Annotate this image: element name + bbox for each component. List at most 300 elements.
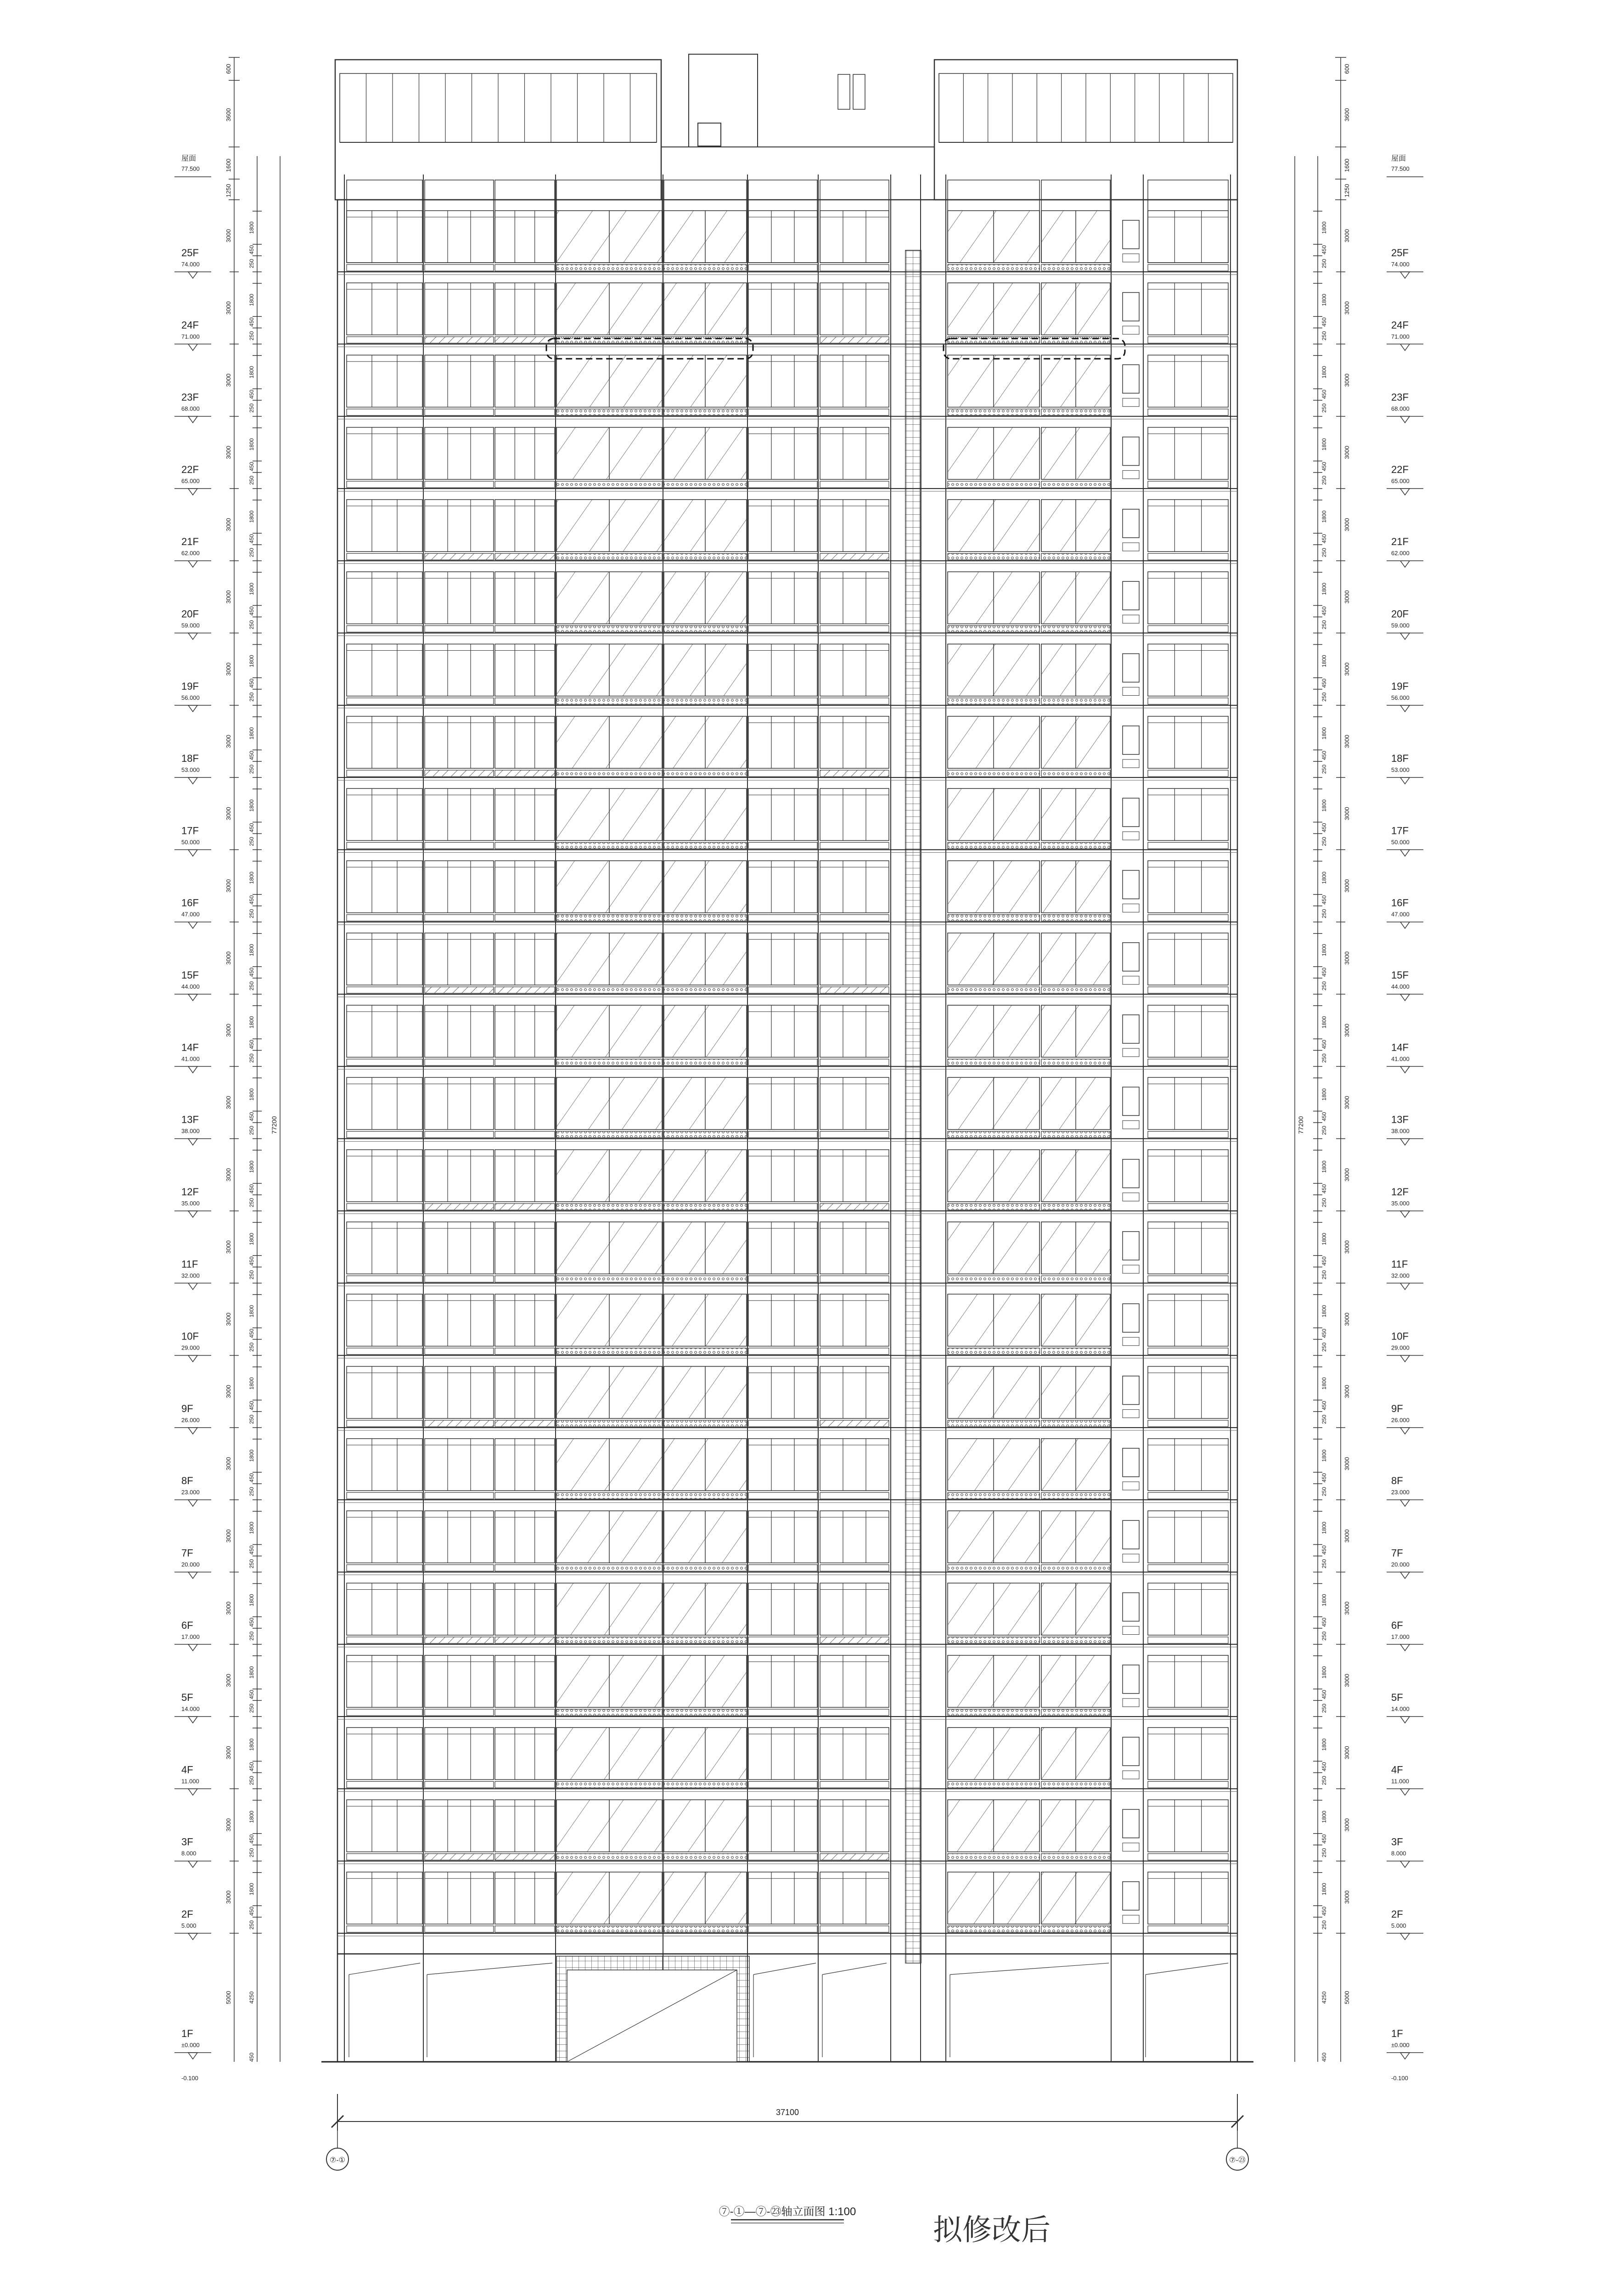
balcony-rail (664, 1781, 747, 1788)
elevation-label: 65.000 (181, 477, 200, 484)
dimension-label: 450 (1321, 678, 1327, 688)
window-bay (1148, 355, 1228, 407)
window-bay (347, 644, 422, 696)
dimension-label: 450 (248, 317, 255, 327)
dimension-label: 450 (1321, 1545, 1327, 1555)
dimension-label: 1800 (248, 1594, 255, 1606)
balcony-rail (1041, 1709, 1110, 1716)
balcony-rail (664, 1204, 747, 1210)
window-bay (1148, 1439, 1228, 1491)
window-bay (425, 1511, 494, 1563)
balcony-rail (1148, 1709, 1228, 1716)
window-bay (820, 1367, 889, 1418)
window-bay (347, 1367, 422, 1418)
balcony-rail (664, 1926, 747, 1932)
window-bay (820, 283, 889, 335)
elevation-label: ±0.000 (1391, 2042, 1410, 2048)
dimension-label: 1800 (1321, 293, 1327, 306)
level-triangle (1400, 1500, 1410, 1506)
elevation-label: 35.000 (181, 1199, 200, 1207)
dimension-label: 450 (248, 389, 255, 399)
floor-label: 21F (181, 536, 199, 548)
window-bay (347, 1800, 422, 1851)
balcony-rail (495, 409, 555, 416)
balcony-rail (1041, 987, 1110, 993)
balcony-rail (347, 1204, 422, 1210)
window-bay (347, 1077, 422, 1129)
balcony-rail (347, 481, 422, 488)
balcony-rail (1041, 337, 1110, 343)
window-bay (820, 716, 889, 768)
dimension-label: 450 (1321, 1690, 1327, 1699)
balcony-rail (425, 1637, 494, 1643)
balcony-rail (1041, 1348, 1110, 1355)
dimension-label: 250 (1321, 1631, 1327, 1641)
side-window (1123, 870, 1139, 899)
balcony-rail (495, 1564, 555, 1571)
dimension-label: 250 (248, 981, 255, 991)
elevation-label: 29.000 (1391, 1344, 1410, 1351)
balcony-rail (425, 770, 494, 777)
dimension-label: 3000 (225, 879, 232, 893)
elevation-label: 38.000 (1391, 1127, 1410, 1135)
window-bay (347, 1583, 422, 1635)
dimension-label: 1800 (248, 1305, 255, 1317)
balcony-rail (948, 1926, 1039, 1932)
dimension-label: 1800 (1321, 944, 1327, 957)
balcony-rail (1148, 553, 1228, 560)
level-triangle (1400, 2053, 1410, 2059)
balcony-rail (1148, 1348, 1228, 1355)
floor-label: 5F (181, 1692, 193, 1704)
window-bay (425, 428, 494, 479)
dimension-label: 3000 (1343, 735, 1350, 748)
window-bay (495, 1511, 555, 1563)
balcony-rail (820, 1276, 889, 1282)
window-bay (1148, 500, 1228, 551)
balcony-rail (948, 842, 1039, 849)
window-bay (1148, 428, 1228, 479)
dimension-label: 250 (248, 1125, 255, 1135)
dimension-label: 250 (1321, 403, 1327, 413)
side-window (1123, 1915, 1139, 1924)
floor-label: 8F (1391, 1475, 1403, 1487)
floor-label: 7F (181, 1547, 193, 1559)
elevation-label: 68.000 (181, 405, 200, 412)
balcony-rail (556, 626, 662, 632)
right-level-markers (1387, 154, 1423, 2082)
elevation-label: 23.000 (1391, 1489, 1410, 1496)
balcony-rail (820, 1059, 889, 1065)
window-bay (748, 1872, 817, 1924)
dimension-label: 450 (1321, 2052, 1327, 2062)
balcony-rail (820, 770, 889, 777)
side-window (1123, 1410, 1139, 1418)
window-bay (748, 1077, 817, 1129)
balcony-rail (1041, 698, 1110, 704)
balcony-rail (664, 1709, 747, 1716)
window-bay (347, 716, 422, 768)
window-bay (1148, 1872, 1228, 1924)
elevation-label: 59.000 (1391, 622, 1410, 629)
balcony-rail (748, 1637, 817, 1643)
balcony-rail (556, 1420, 662, 1427)
window-bay (820, 500, 889, 551)
window-bay (1148, 1077, 1228, 1129)
window-bay (820, 1511, 889, 1563)
window-bay (820, 1800, 889, 1851)
balcony-rail (495, 1420, 555, 1427)
dimension-label: 250 (1321, 837, 1327, 846)
elevation-label: 50.000 (1391, 838, 1410, 846)
dimension-label: 250 (1321, 620, 1327, 630)
dimension-label: 250 (1321, 1270, 1327, 1280)
window-bay (1148, 283, 1228, 335)
window-bay (748, 572, 817, 624)
window-bay (425, 1294, 494, 1346)
balcony-rail (556, 264, 662, 271)
side-window (1123, 832, 1139, 840)
dimension-label: 250 (1321, 765, 1327, 774)
balcony-rail (556, 1131, 662, 1138)
dimension-label: 450 (248, 678, 255, 688)
balcony-rail (1041, 553, 1110, 560)
dimension-label: 3000 (1343, 951, 1350, 965)
window-bay (1148, 1655, 1228, 1707)
balcony-rail (347, 1926, 422, 1932)
dimension-label: 3000 (1343, 301, 1350, 315)
dimension-label: 250 (1321, 1198, 1327, 1207)
elevation-label: 50.000 (181, 838, 200, 846)
bottom-dimension (326, 2094, 1248, 2170)
window-bay (820, 211, 889, 263)
dimension-label: 1800 (1321, 799, 1327, 812)
dimension-label: 1800 (248, 1521, 255, 1534)
balcony-rail (1148, 1926, 1228, 1932)
dimension-label: 1800 (1321, 438, 1327, 451)
floor-label: 15F (181, 969, 199, 981)
dimension-label: 3000 (225, 662, 232, 676)
balcony-rail (425, 553, 494, 560)
side-window (1123, 1554, 1139, 1562)
balcony-rail (347, 987, 422, 993)
window-bay (820, 1872, 889, 1924)
window-bay (347, 211, 422, 263)
balcony-rail (820, 915, 889, 921)
side-window (1123, 1771, 1139, 1779)
floor-label: 12F (1391, 1186, 1409, 1198)
elevation-label: 53.000 (181, 766, 200, 774)
balcony-rail (1148, 1564, 1228, 1571)
balcony-rail (1041, 770, 1110, 777)
level-triangle (188, 344, 197, 350)
floor-label: 19F (1391, 680, 1409, 692)
elevation-label: 38.000 (181, 1127, 200, 1135)
window-bay (748, 933, 817, 985)
dimension-label: 450 (248, 1906, 255, 1916)
window-bay (347, 180, 422, 263)
dimension-label: 1800 (248, 1016, 255, 1029)
side-window (1123, 1737, 1139, 1766)
side-window (1123, 615, 1139, 623)
balcony-rail (347, 1492, 422, 1499)
floor-label: 23F (181, 391, 199, 403)
level-triangle (188, 1066, 197, 1073)
balcony-rail (748, 481, 817, 488)
balcony-rail (425, 337, 494, 343)
dimension-label: 450 (1321, 1473, 1327, 1483)
roof-stair-block (661, 147, 934, 200)
balcony-rail (556, 1204, 662, 1210)
balcony-rail (664, 770, 747, 777)
elevation-label: 17.000 (181, 1633, 200, 1640)
balcony-rail (556, 1926, 662, 1932)
balcony-rail (347, 553, 422, 560)
balcony-rail (556, 915, 662, 921)
floor-label: 13F (181, 1114, 199, 1125)
window-bay (495, 428, 555, 479)
dimension-label: 250 (248, 765, 255, 774)
balcony-rail (347, 1781, 422, 1788)
balcony-rail (425, 626, 494, 632)
elevation-label: 20.000 (181, 1561, 200, 1568)
balcony-rail (495, 1926, 555, 1932)
window-bay (495, 644, 555, 696)
dimension-label: 3000 (225, 1168, 232, 1182)
balcony-rail (347, 1131, 422, 1138)
dimension-label: 250 (1321, 692, 1327, 702)
side-window (1123, 1482, 1139, 1490)
dimension-label: 1800 (1321, 1016, 1327, 1029)
dimension-label: 3000 (225, 445, 232, 459)
floor-label: 4F (181, 1764, 193, 1776)
side-window (1123, 726, 1139, 754)
dimension-label: 250 (248, 259, 255, 269)
window-bay (347, 355, 422, 407)
balcony-rail (748, 337, 817, 343)
balcony-rail (664, 553, 747, 560)
balcony-rail (1041, 1131, 1110, 1138)
dimension-label: 450 (248, 461, 255, 471)
balcony-rail (495, 1348, 555, 1355)
dimension-label: 450 (248, 534, 255, 544)
level-triangle (188, 1139, 197, 1145)
level-triangle (1400, 344, 1410, 350)
floor-label: 10F (181, 1330, 199, 1342)
side-window (1123, 1015, 1139, 1043)
window-bay (425, 572, 494, 624)
window-bay (820, 1005, 889, 1057)
side-window (1123, 798, 1139, 827)
window-bay (748, 355, 817, 407)
balcony-rail (1041, 1420, 1110, 1427)
side-window (1123, 1665, 1139, 1694)
window-bay (1148, 211, 1228, 263)
window-bay (495, 861, 555, 912)
dimension-label: 450 (248, 968, 255, 977)
balcony-rail (556, 770, 662, 777)
dimension-label: 3000 (225, 229, 232, 242)
level-triangle (188, 777, 197, 784)
side-window (1123, 254, 1139, 262)
window-bay (495, 211, 555, 263)
dimension-label: 450 (248, 895, 255, 905)
window-bay (1148, 1728, 1228, 1779)
balcony-rail (495, 1204, 555, 1210)
balcony-rail (1041, 842, 1110, 849)
floor-label: 24F (181, 319, 199, 331)
dimension-label: 450 (1321, 1834, 1327, 1844)
level-triangle (188, 1933, 197, 1940)
window-bay (820, 180, 889, 263)
side-window (1123, 904, 1139, 912)
window-bay (1148, 716, 1228, 768)
elevation-label: 62.000 (1391, 550, 1410, 557)
balcony-rail (664, 1564, 747, 1571)
window-bay (495, 1583, 555, 1635)
floor-label: 10F (1391, 1330, 1409, 1342)
elevation-label: 41.000 (181, 1055, 200, 1063)
window-bay (347, 1872, 422, 1924)
balcony-rail (664, 1131, 747, 1138)
balcony-rail (495, 987, 555, 993)
balcony-rail (748, 626, 817, 632)
window-bay (347, 500, 422, 551)
balcony-rail (495, 1637, 555, 1643)
level-triangle (1400, 1066, 1410, 1073)
dimension-label: 450 (1321, 534, 1327, 544)
dimension-label: 450 (1321, 461, 1327, 471)
floor-label: 3F (181, 1836, 193, 1848)
balcony-rail (748, 1926, 817, 1932)
balcony-rail (556, 553, 662, 560)
balcony-rail (556, 1348, 662, 1355)
balcony-rail (495, 1781, 555, 1788)
dimension-label: 3000 (1343, 879, 1350, 893)
level-triangle (1400, 922, 1410, 929)
ground-elevation-label: -0.100 (181, 2075, 198, 2082)
window-bay (1148, 1294, 1228, 1346)
floor-label: 15F (1391, 969, 1409, 981)
window-bay (347, 861, 422, 912)
floor-label: 17F (1391, 825, 1409, 837)
elevation-label: 11.000 (1391, 1778, 1409, 1785)
level-triangle (1400, 1644, 1410, 1651)
dimension-label: 3000 (1343, 445, 1350, 459)
balcony-rail (948, 770, 1039, 777)
balcony-rail (748, 770, 817, 777)
window-bay (425, 1077, 494, 1129)
floor-label: 6F (181, 1619, 193, 1631)
window-bay (495, 572, 555, 624)
balcony-rail (948, 264, 1039, 271)
window-bay (820, 861, 889, 912)
level-triangle (188, 1789, 197, 1795)
balcony-rail (556, 1637, 662, 1643)
balcony-rail (748, 1492, 817, 1499)
floor-label: 25F (181, 247, 199, 259)
dimension-label: 3000 (225, 518, 232, 532)
window-bay (425, 788, 494, 840)
dimension-label: 450 (1321, 245, 1327, 255)
ground-elevation-label: -0.100 (1391, 2075, 1408, 2082)
floor-label: 19F (181, 680, 199, 692)
window-bay (820, 572, 889, 624)
balcony-rail (425, 915, 494, 921)
side-window (1123, 1809, 1139, 1838)
dimension-label: 250 (248, 403, 255, 413)
dimension-label: 3000 (225, 373, 232, 387)
dimension-label: 3000 (1343, 373, 1350, 387)
elevation-label: 68.000 (1391, 405, 1410, 412)
balcony-rail (1148, 1204, 1228, 1210)
balcony-rail (347, 626, 422, 632)
balcony-rail (948, 1204, 1039, 1210)
dimension-label: 1800 (1321, 583, 1327, 595)
balcony-rail (556, 1781, 662, 1788)
level-triangle (1400, 1572, 1410, 1578)
floor-label: 21F (1391, 536, 1409, 548)
dimension-label: 1800 (248, 1738, 255, 1751)
roof-elevation-label: 77.500 (181, 165, 200, 172)
side-window (1123, 1843, 1139, 1851)
elevation-label: 59.000 (181, 622, 200, 629)
dimension-label: 3000 (225, 1024, 232, 1037)
balcony-rail (1148, 915, 1228, 921)
window-bay (425, 933, 494, 985)
balcony-rail (820, 1420, 889, 1427)
dimension-label: 450 (1321, 751, 1327, 760)
window-bay (820, 1150, 889, 1202)
dimension-label: 3000 (1343, 1024, 1350, 1037)
window-bay (347, 788, 422, 840)
window-bay (820, 1077, 889, 1129)
elevation-label: 56.000 (181, 694, 200, 701)
dimension-label: 250 (248, 1776, 255, 1785)
window-bay (748, 1294, 817, 1346)
balcony-rail (425, 1131, 494, 1138)
floor-label: 17F (181, 825, 199, 837)
window-bay (748, 1222, 817, 1274)
dimension-label: 450 (1321, 1184, 1327, 1193)
level-triangle (1400, 489, 1410, 495)
dimension-label: 1800 (248, 438, 255, 451)
balcony-rail (820, 553, 889, 560)
dimension-label: 450 (248, 1762, 255, 1772)
window-bay (347, 283, 422, 335)
balcony-rail (1041, 264, 1110, 271)
balcony-rail (495, 1854, 555, 1860)
balcony-rail (1041, 915, 1110, 921)
window-bay (347, 933, 422, 985)
balcony-rail (948, 987, 1039, 993)
level-triangle (188, 994, 197, 1001)
dimension-label: 3000 (1343, 1746, 1350, 1760)
balcony-rail (347, 1709, 422, 1716)
dimension-label: 1800 (1321, 1232, 1327, 1245)
dimension-label: 3000 (225, 1601, 232, 1615)
balcony-rail (556, 698, 662, 704)
level-triangle (1400, 272, 1410, 278)
dimension-label: 450 (1321, 1401, 1327, 1410)
side-window (1123, 365, 1139, 393)
floor-label: 2F (181, 1908, 193, 1920)
balcony-rail (347, 770, 422, 777)
window-bay (425, 861, 494, 912)
dimension-label: 3000 (1343, 518, 1350, 532)
balcony-rail (664, 337, 747, 343)
dimension-label: 3000 (1343, 1673, 1350, 1687)
